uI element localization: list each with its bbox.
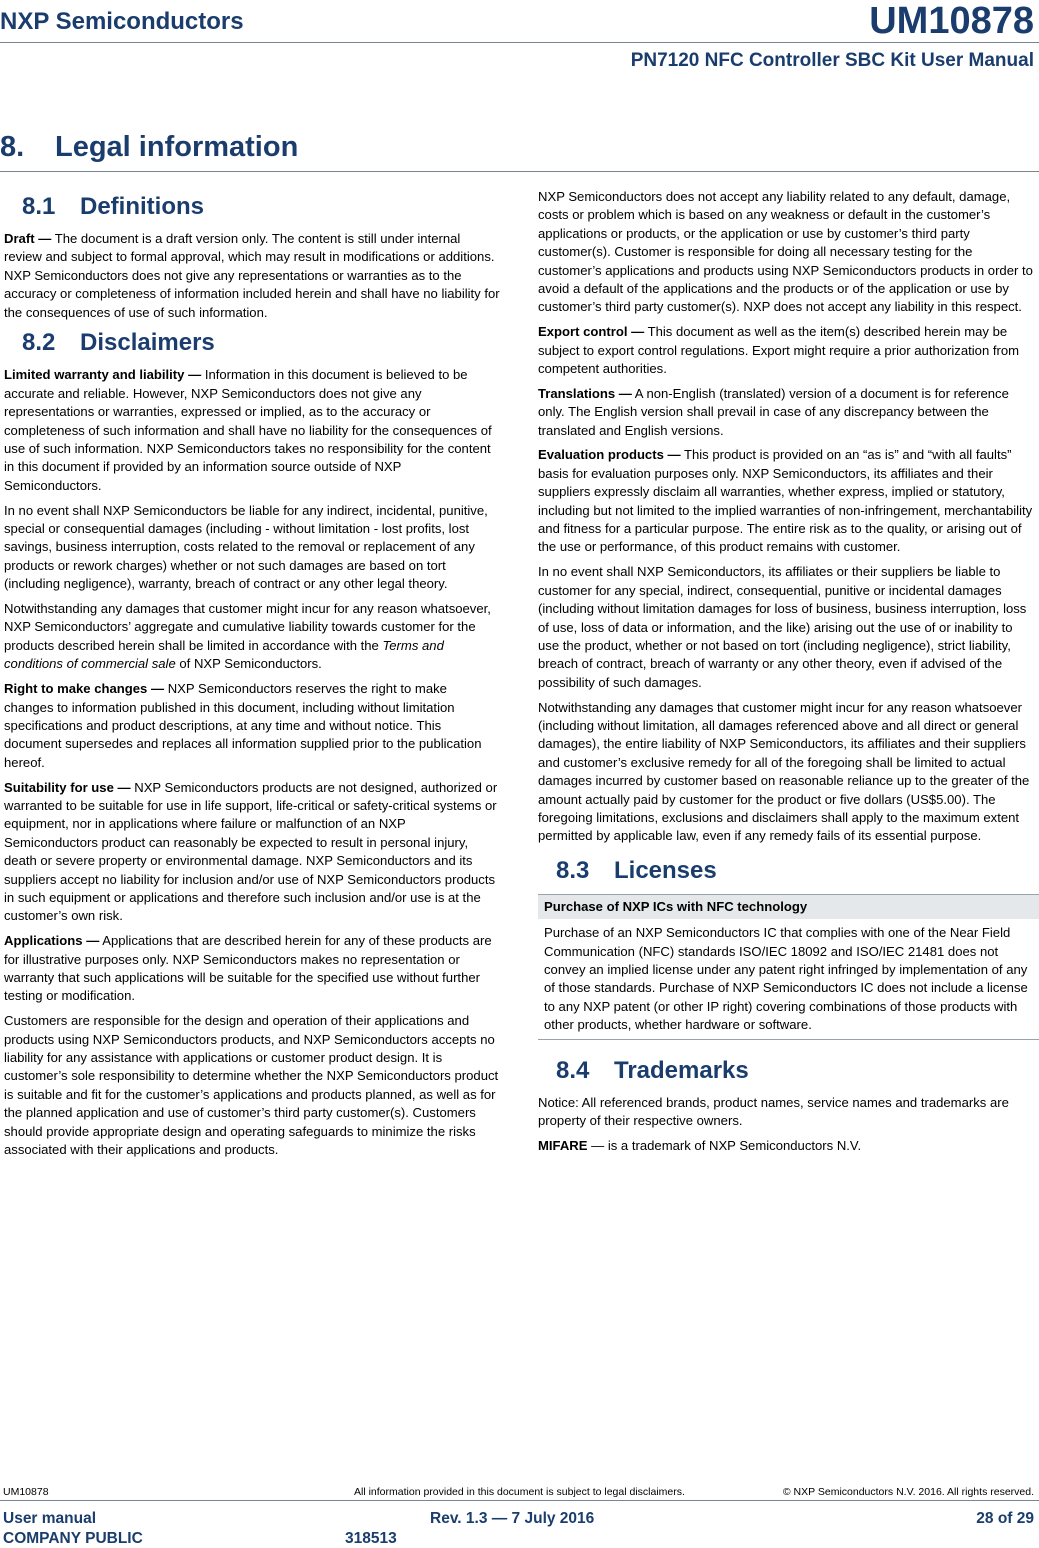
footer-revision: Rev. 1.3 — 7 July 2016 [430, 1510, 595, 1527]
licenses-title: Licenses [614, 856, 717, 884]
trademarks-heading [556, 1056, 1035, 1086]
notwithstanding-pre: Notwithstanding any damages that customer might incur for any reason whatsoever, NXP Semiconductors’ aggregate and cumulative liability towards customer for the products described herein shall be limited in accordance with the [4, 601, 491, 653]
disclaimers-number: 8.2 [22, 329, 56, 357]
customers-paragraph: Customers are responsible for the design and operation of their applications and products using NXP Semiconductors products, and NXP Semiconductors accepts no liability for any assistance with applications or customer product design. It is customer’s sole responsibility to determine whether the NXP Semiconductors product is suitable and fit for the customer’s applications and products planned, as well as for the planned application and use of customer’s third party customer(s). Customers should provide appropriate design and operating safeguards to minimize the risks associated with their applications and products. [4, 1013, 499, 1158]
limited-warranty-term: Limited warranty and liability — [4, 367, 202, 383]
disclaimers-heading [22, 328, 500, 358]
applications-term: Applications — [4, 933, 100, 949]
header-doc-id: UM10878 [869, 0, 1034, 42]
footer-legal-info: All information provided in this document is subject to legal disclaimers. [354, 1486, 685, 1498]
trademarks-title: Trademarks [614, 1056, 749, 1084]
right-to-change-text: NXP Semiconductors reserves the right to make changes to information published in this document, including without limitation specifications and product descriptions, at any time and without notice. This document supersedes and replaces all information supplied prior to the publication hereof. [4, 681, 482, 770]
translations-text: A non-English (translated) version of a document is for reference only. The English version shall prevail in case of any discrepancy between the translated and English versions. [538, 385, 1009, 438]
definitions-number: 8.1 [22, 193, 56, 220]
notwithstanding-post: of NXP Semiconductors. [175, 656, 322, 672]
draft-paragraph [4, 230, 500, 322]
right-to-change-term: Right to make changes — [4, 681, 165, 697]
definitions-title: Definitions [80, 193, 204, 220]
evaluation-term: Evaluation products — [538, 447, 681, 463]
translations-paragraph [538, 385, 1035, 440]
suitability-paragraph [4, 779, 500, 926]
header-subtitle: PN7120 NFC Controller SBC Kit User Manual [630, 50, 1034, 71]
nxp-no-liability-paragraph: NXP Semiconductors does not accept any liability related to any default, damage, costs or problem which is based on any weakness or default in the customer’s applications or products, or the application or use by customer’s third party customer(s). Customer is responsible for doing all necessary testing for the customer’s applications and products using NXP Semiconductors products in order to avoid a default of the applications and the products or of the application or use by customer’s third party customer(s). NXP does not accept any liability in this respect. [538, 189, 1033, 315]
draft-term: Draft — [4, 231, 52, 246]
applications-paragraph [4, 932, 500, 1006]
footer-doc-type: User manual [3, 1510, 97, 1527]
licenses-number: 8.3 [556, 856, 590, 884]
no-event-paragraph: In no event shall NXP Semiconductors be liable for any indirect, incidental, punitive, special or consequential damages (including - without limitation - lost profits, lost savings, business interruption, costs related to the removal or replacement of any products or rework charges) whether or not such damages are based on tort (including negligence), warranty, breach of contract or any other legal theory. [4, 502, 488, 592]
draft-text: The document is a draft version only. The content is still under internal review and subject to formal approval, which may result in modifications or additions. NXP Semiconductors does not give any representations or warranties as to the accuracy or completeness of information included herein and shall have no liability for the consequences of use of such information. [4, 231, 500, 320]
footer-divider [0, 1500, 1039, 1501]
trademark-notice: Notice: All referenced brands, product names, service names and trademarks are property of their respective owners. [538, 1094, 1009, 1129]
export-control-text: This document as well as the item(s) described herein may be subject to export control regulations. Export might require a prior authorization from competent authorities. [538, 324, 1020, 377]
limited-warranty-paragraph [4, 366, 500, 495]
evaluation-text: This product is provided on an “as is” and “with all faults” basis for evaluation purposes only. NXP Semiconductors, its affiliates and their suppliers expressly disclaim all warranties, whether express, implied or statutory, including but not limited to the implied warranties of non-infringement, merchantability and fitness for a particular purpose. The entire risk as to the quality, or arising out of the use or performance, of this product remains with customer. [538, 447, 1033, 555]
limited-warranty-text: Information in this document is believed to be accurate and reliable. However, NXP Semiconductors does not give any representations or warranties, expressed or implied, as to the accuracy or completeness of such information and shall have no liability for the consequences of use of such information. NXP Semiconductors takes no responsibility for the content in this document if provided by an information source outside of NXP Semiconductors. [4, 367, 492, 493]
license-box-title: Purchase of NXP ICs with NFC technology [538, 894, 1039, 919]
licenses-heading [556, 856, 1035, 886]
footer-classification: COMPANY PUBLIC [3, 1530, 143, 1547]
notwithstanding-paragraph [4, 600, 500, 674]
evaluation-paragraph [538, 446, 1035, 556]
footer-page-number: 28 of 29 [976, 1510, 1034, 1527]
mifare-term: MIFARE [538, 1137, 588, 1153]
suitability-text: NXP Semiconductors products are not designed, authorized or warranted to be suitable for use in life support, life-critical or safety-critical systems or equipment, nor in applications where failure or malfunction of an NXP Semiconductors product can reasonably be expected to result in personal injury, death or severe property or environmental damage. NXP Semiconductors and its suppliers accept no liability for inclusion and/or use of NXP Semiconductors products in such equipment or applications and therefore such inclusion and/or use is at the customer’s own risk. [4, 779, 498, 924]
header-company: NXP Semiconductors [0, 8, 244, 35]
disclaimers-title: Disclaimers [80, 329, 215, 357]
suitability-term: Suitability for use — [4, 779, 131, 795]
section-title-text: Legal information [55, 131, 299, 163]
license-box-text: Purchase of an NXP Semiconductors IC that complies with one of the Near Field Communication (NFC) standards ISO/IEC 18092 and ISO/IEC 21481 does not convey an implied license under any patent right infringed by implementation of any of those standards. Purchase of NXP Semiconductors IC does not include a license to any NXP patent (or other IP right) covering combinations of those products with other products, whether hardware or software. [538, 919, 1039, 1039]
notwithstanding-2-paragraph: Notwithstanding any damages that customer might incur for any reason whatsoever (including without limitation, all damages referenced above and all direct or general damages), the entire liability of NXP Semiconductors, its affiliates and their suppliers and customer’s exclusive remedy for all of the foregoing shall be limited to actual damages incurred by customer based on reasonable reliance up to the greater of the amount actually paid by customer for the product or five dollars (US$5.00). The foregoing limitations, exclusions and disclaimers shall apply to the maximum extent permitted by applicable law, even if any remedy fails of its essential purpose. [538, 699, 1030, 844]
footer-doc-id: UM10878 [3, 1486, 49, 1498]
mifare-trademark [538, 1137, 1035, 1155]
trademarks-number: 8.4 [556, 1056, 590, 1084]
section-number: 8. [0, 131, 25, 163]
section-divider [0, 171, 1039, 172]
section-title [0, 131, 298, 164]
definitions-heading [22, 192, 500, 222]
applications-text: Applications that are described herein for any of these products are for illustrative purposes only. NXP Semiconductors makes no representation or warranty that such applications will be suitable for the specified use without further testing or modification. [4, 933, 492, 1004]
license-box [538, 894, 1039, 1040]
footer-copyright: © NXP Semiconductors N.V. 2016. All rights reserved. [782, 1486, 1034, 1498]
left-column [4, 188, 500, 1166]
export-control-paragraph [538, 323, 1035, 378]
header-divider [0, 42, 1039, 43]
no-event-2-paragraph: In no event shall NXP Semiconductors, its affiliates or their suppliers be liable to customer for any special, indirect, consequential, punitive or incidental damages (including without limitation damages for loss of business, business interruption, loss of use, loss of data or information, and the like) arising out the use of or inability to use the product, whether or not based on tort (including negligence), strict liability, breach of contract, breach of warranty or any other theory, even if advised of the possibility of such damages. [538, 564, 1027, 690]
terms-of-sale-reference: Terms and conditions of commercial sale [4, 637, 444, 672]
translations-term: Translations — [538, 385, 632, 401]
export-control-term: Export control — [538, 324, 645, 340]
right-to-change-paragraph [4, 680, 500, 772]
mifare-text: — is a trademark of NXP Semiconductors N.V. [587, 1137, 862, 1153]
footer-doc-number: 318513 [345, 1530, 397, 1547]
right-column [538, 188, 1035, 1162]
